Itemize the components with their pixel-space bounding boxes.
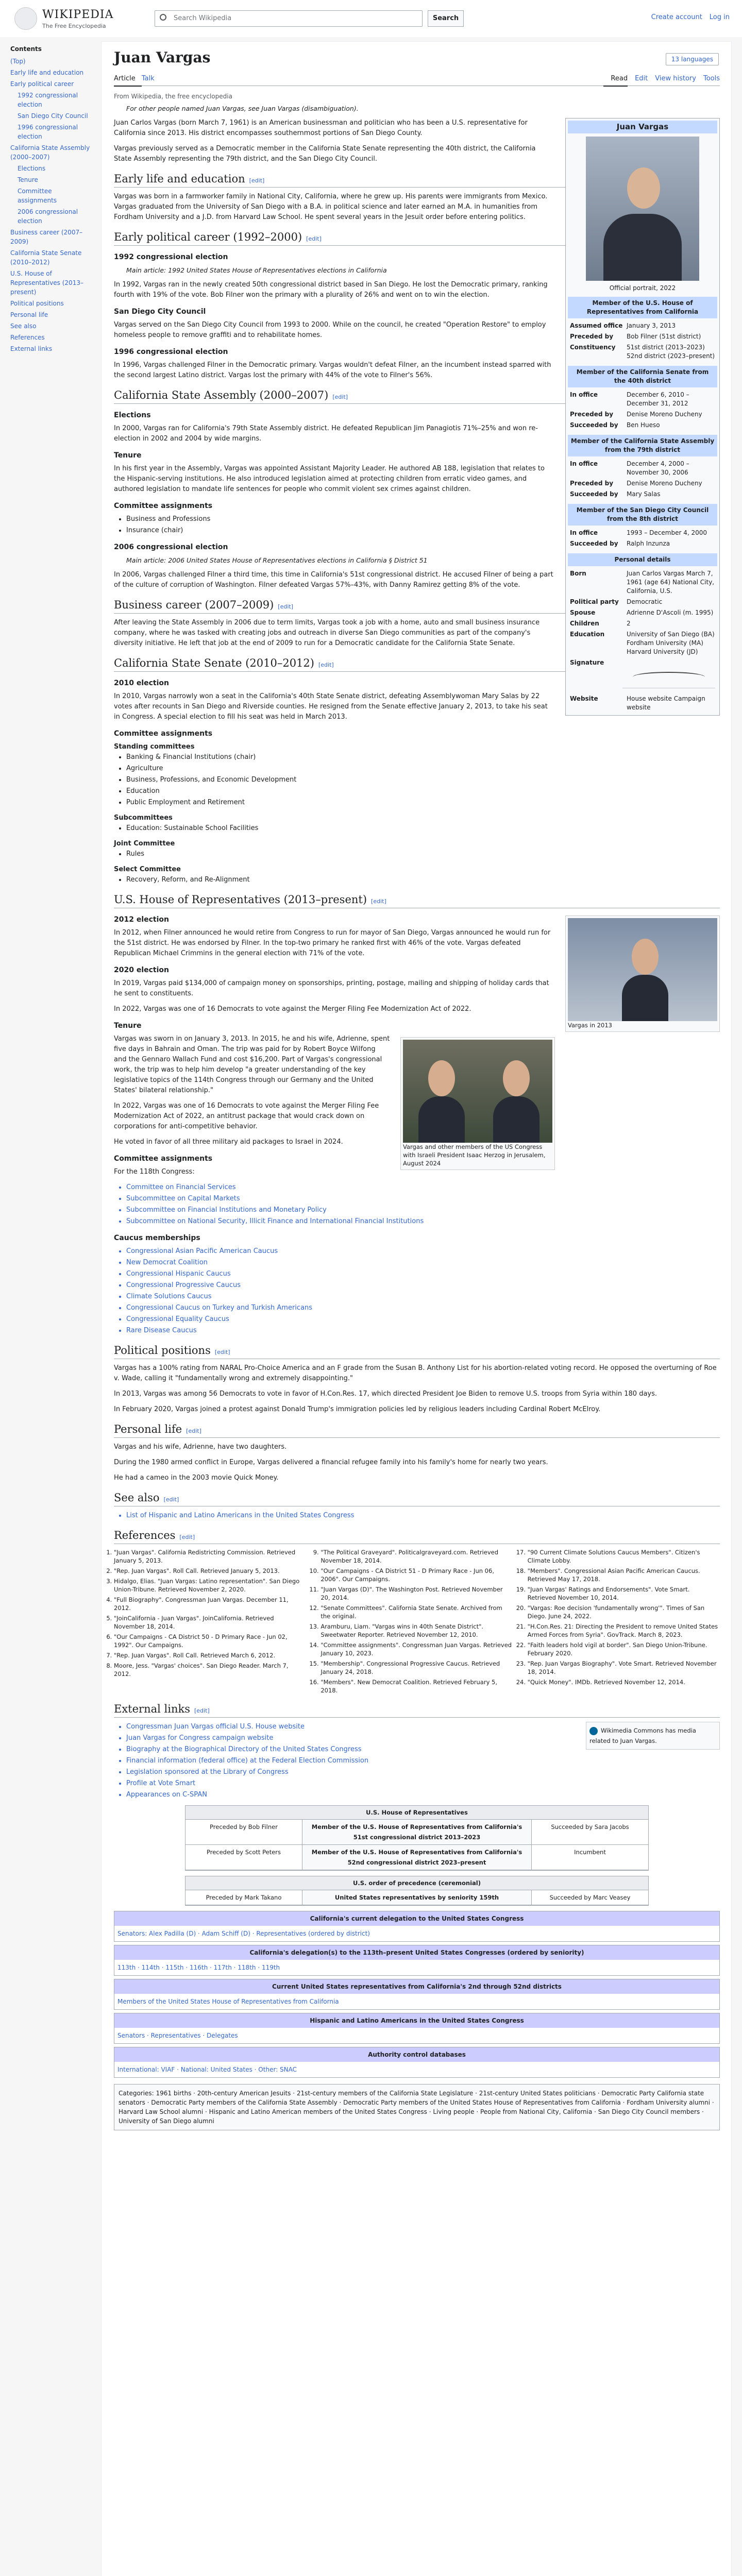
infobox-value: December 6, 2010 – December 31, 2012	[627, 391, 689, 407]
infobox-label: Succeeded by	[570, 490, 618, 498]
section-title: California State Senate (2010–2012)	[114, 657, 314, 669]
list-item: • Agriculture	[126, 764, 720, 774]
navbox	[114, 1945, 720, 1976]
paragraph: In 1992, Vargas ran in the newly created 50th congressional district based in San Diego. He lost the Democratic primary, ranking fourth with 19% of the vote. Bob Filner won the primary with a plurality of 26% and went on to win the election.	[114, 281, 548, 299]
succession-person[interactable]: Incumbent	[574, 1849, 606, 1856]
section-heading	[114, 894, 720, 908]
infobox-row	[568, 568, 717, 597]
list-item[interactable]: • Subcommittee on National Security, Illicit Finance and International Financial Institutions	[126, 1216, 720, 1227]
succession-row	[185, 1820, 648, 1845]
paragraph: In 2000, Vargas ran for California's 79th State Assembly district. He defeated Republican Jim Panagiotis 71%–25% and won re-election in 2002 and 2004 by wide margins.	[114, 425, 538, 443]
list-item[interactable]: • Congressional Progressive Caucus	[126, 1280, 720, 1291]
paragraph: Vargas has a 100% rating from NARAL Pro-Choice America and an F grade from the Susan B. Anthony List for his abortion-related voting record. He opposed the overturning of Roe v. Wade, calling it "fundamentally wrong and extremely disappointing."	[114, 1364, 717, 1382]
table-of-contents	[10, 44, 93, 355]
section-heading	[114, 1530, 720, 1544]
list-item[interactable]: 17. "90 Current Climate Solutions Caucus Members". Citizen's Climate Lobby.	[528, 1548, 720, 1565]
infobox-label: Website	[570, 695, 598, 702]
infobox-section-header: Member of the San Diego City Council from the 8th district	[568, 504, 717, 526]
list-item[interactable]: • Appearances on C-SPAN	[126, 1790, 720, 1800]
navbox	[114, 2047, 720, 2078]
infobox-label: Assumed office	[570, 322, 623, 329]
list-item[interactable]: • Climate Solutions Caucus	[126, 1292, 720, 1302]
tab-read[interactable]: Read	[603, 72, 628, 87]
committee-list	[126, 823, 720, 834]
navbox	[114, 2013, 720, 2044]
succession-person[interactable]: Succeeded by Marc Veasey	[549, 1894, 631, 1901]
navbox-title[interactable]: Authority control databases	[114, 2047, 719, 2062]
hatnote: For other people named Juan Vargas, see Juan Vargas (disambiguation).	[126, 105, 359, 112]
toc-item[interactable]: Elections	[18, 165, 46, 172]
subsection-heading: 2020 election	[114, 966, 170, 974]
site-header	[0, 0, 742, 37]
infobox-value: 2	[627, 620, 631, 627]
list-item[interactable]: 20. "Vargas: Roe decision 'fundamentally wrong'". Times of San Diego. June 24, 2022.	[528, 1604, 720, 1620]
infobox-row	[568, 389, 717, 409]
list-item[interactable]: 12. "Senate Committees". California State Senate. Archived from the original.	[321, 1604, 513, 1620]
infobox-row	[568, 342, 717, 362]
search-icon	[160, 14, 166, 21]
paragraph: He voted in favor of all three military aid packages to Israel in 2024.	[114, 1138, 343, 1146]
portrait-caption: Official portrait, 2022	[609, 284, 676, 292]
official-portrait[interactable]	[586, 137, 699, 281]
paragraph: For the 118th Congress:	[114, 1168, 195, 1176]
paragraph: During the 1980 armed conflict in Europe, Vargas delivered a financial refugee family into his family's home for nearly two years.	[114, 1459, 548, 1466]
list-item[interactable]: 19. "Juan Vargas' Ratings and Endorsements". Vote Smart. Retrieved November 10, 2014.	[528, 1585, 720, 1602]
toc-item[interactable]: (Top)	[10, 58, 26, 65]
navbox-links[interactable]: International: VIAF · National: United States · Other: SNAC	[114, 2062, 719, 2077]
infobox-row	[568, 597, 717, 607]
subsection-heading: 2006 congressional election	[114, 543, 228, 551]
infobox-label: In office	[570, 460, 598, 467]
toc-item[interactable]: Early political career	[10, 80, 74, 88]
infobox-label: Preceded by	[570, 480, 614, 487]
list-item[interactable]: 15. "Membership". Congressional Progressive Caucus. Retrieved January 24, 2018.	[321, 1659, 513, 1676]
vargas-2013-photo[interactable]	[568, 918, 717, 1021]
infobox-section-header: Personal details	[568, 553, 717, 566]
infobox	[565, 118, 720, 716]
toc-item[interactable]: Tenure	[18, 176, 38, 183]
toc-item[interactable]: 2006 congressional election	[18, 208, 78, 225]
infobox-value: Denise Moreno Ducheny	[627, 480, 702, 487]
infobox-row	[568, 618, 717, 629]
subsection-heading: 2012 election	[114, 916, 170, 924]
succession-person[interactable]: Preceded by Bob Filner	[210, 1823, 278, 1831]
succession-row	[185, 1890, 648, 1905]
infobox-row	[568, 693, 717, 713]
see-also-list	[126, 1511, 720, 1521]
infobox-value: Adrienne D'Ascoli (m. 1995)	[627, 609, 714, 616]
list-item[interactable]: 6. "Our Campaigns - CA District 50 - D Primary Race - Jun 02, 1992". Our Campaigns.	[114, 1633, 306, 1649]
list-item[interactable]: 21. "H.Con.Res. 21: Directing the President to remove United States Armed Forces from Syria". GovTrack. March 8, 2023.	[528, 1622, 720, 1639]
infobox-value: Ralph Inzunza	[627, 540, 670, 547]
section-title: See also	[114, 1492, 160, 1504]
paragraph: In 2022, Vargas was one of 16 Democrats to vote against the Merger Filing Fee Modernization Act of 2022, an antitrust package that would crack down on corporations for anti-competitive behavior.	[114, 1102, 379, 1130]
infobox-row	[568, 478, 717, 489]
toc-item[interactable]: San Diego City Council	[18, 112, 88, 120]
list-label: Subcommittees	[114, 814, 173, 822]
infobox-section-header: Member of the California State Assembly from the 79th district	[568, 435, 717, 456]
subsection-heading: Committee assignments	[114, 1155, 213, 1163]
infobox-value: Mary Salas	[627, 490, 661, 498]
list-item: • Education	[126, 786, 720, 796]
subsection-heading: 2010 election	[114, 679, 170, 687]
subsection-heading: Caucus memberships	[114, 1234, 200, 1242]
section-title: Business career (2007–2009)	[114, 599, 274, 611]
section-title: California State Assembly (2000–2007)	[114, 389, 329, 401]
edit-link[interactable]: [edit]	[179, 1534, 195, 1540]
infobox-value	[622, 658, 715, 692]
user-link[interactable]: Log in	[709, 13, 730, 21]
toc-item[interactable]: 1996 congressional election	[18, 124, 78, 140]
from-wikipedia: From Wikipedia, the free encyclopedia	[114, 93, 232, 100]
infobox-name: Juan Vargas	[568, 121, 717, 133]
list-item: • Business, Professions, and Economic Development	[126, 775, 720, 785]
list-item[interactable]: 13. Aramburu, Liam. "Vargas wins in 40th Senate District". Sweetwater Reporter. Retrieved November 12, 2010.	[321, 1622, 513, 1639]
list-item[interactable]: 8. Moore, Jess. "Vargas' choices". San Diego Reader. March 7, 2012.	[114, 1662, 306, 1678]
list-item[interactable]: 14. "Committee assignments". Congressman Juan Vargas. Retrieved January 10, 2023.	[321, 1641, 513, 1657]
user-menu	[644, 13, 730, 21]
subsection-heading: Tenure	[114, 451, 142, 460]
list-item[interactable]: • New Democrat Coalition	[126, 1258, 720, 1268]
list-item[interactable]: • Subcommittee on Capital Markets	[126, 1194, 720, 1204]
list-item[interactable]: • Congressman Juan Vargas official U.S. House website	[126, 1722, 720, 1732]
navbox-title[interactable]: Hispanic and Latino Americans in the United States Congress	[114, 2013, 719, 2028]
edit-link[interactable]: [edit]	[371, 898, 386, 905]
reference-list	[114, 1548, 720, 1694]
section-title: External links	[114, 1703, 190, 1715]
list-label: Joint Committee	[114, 840, 175, 848]
section-title: References	[114, 1529, 176, 1541]
infobox-label: Succeeded by	[570, 540, 618, 547]
caucus-list	[126, 1246, 720, 1336]
succession-office: Member of the U.S. House of Representatives from California's 52nd congressional district 2023–present	[302, 1845, 532, 1870]
commons-text: Wikimedia Commons has media related to Juan Vargas.	[589, 1727, 696, 1744]
list-item[interactable]: 22. "Faith leaders hold vigil at border". San Diego Union-Tribune. February 2020.	[528, 1641, 720, 1657]
paragraph: Vargas was sworn in on January 3, 2013. In 2015, he and his wife, Adrienne, spent five days in Bahrain and Oman. The trip was paid for by Robert Boyce Wilfong and the Gennaro Wallach Fund and cost $16,200. Part of Vargas's congressional work, the trip was to help him develop "a greater understanding of the key legislative topics of the 114th Congress through our Germany and the United States' bilateral relationship."	[114, 1035, 390, 1094]
edit-link[interactable]: [edit]	[163, 1496, 179, 1503]
list-item[interactable]: 9. "The Political Graveyard". Politicalgraveyard.com. Retrieved November 18, 2014.	[321, 1548, 513, 1565]
infobox-row	[568, 657, 717, 693]
paragraph: In February 2020, Vargas joined a protest against Donald Trump's immigration policies led by religious leaders including Cardinal Robert McElroy.	[114, 1405, 601, 1413]
committee-list	[126, 752, 720, 808]
section-heading	[114, 1493, 720, 1506]
list-item[interactable]: • Committee on Financial Services	[126, 1182, 720, 1193]
subsection-heading: 1992 congressional election	[114, 253, 228, 261]
navbox-title[interactable]: California's delegation(s) to the 113th–present United States Congresses (ordered by seniority)	[114, 1945, 719, 1960]
wikipedia-globe-logo[interactable]	[14, 7, 37, 30]
list-item: • Education: Sustainable School Facilities	[126, 823, 720, 834]
edit-link[interactable]: [edit]	[249, 177, 265, 184]
list-item[interactable]: 5. "JoinCalifornia - Juan Vargas". JoinCalifornia. Retrieved November 18, 2014.	[114, 1614, 306, 1631]
succession-row	[185, 1845, 648, 1870]
list-item[interactable]: 16. "Members". New Democrat Coalition. Retrieved February 5, 2018.	[321, 1678, 513, 1694]
infobox-label: Children	[570, 620, 599, 627]
infobox-value: 1993 – December 4, 2000	[627, 529, 707, 536]
edit-link[interactable]: [edit]	[186, 1428, 201, 1434]
subsection-heading: Committee assignments	[114, 730, 213, 738]
tab-edit[interactable]: Edit	[635, 75, 648, 82]
navbox-title[interactable]: California's current delegation to the United States Congress	[114, 1911, 719, 1926]
list-label: Select Committee	[114, 866, 181, 873]
infobox-value: House website Campaign website	[627, 695, 705, 711]
toc-item[interactable]: 1992 congressional election	[18, 92, 78, 108]
image-thumbnail[interactable]	[400, 1037, 555, 1170]
section-heading	[114, 1424, 720, 1438]
infobox-value: Democratic	[627, 598, 663, 605]
infobox-value: January 3, 2013	[627, 322, 676, 329]
navbox	[114, 1911, 720, 1942]
edit-link[interactable]: [edit]	[318, 662, 334, 668]
image-thumbnail[interactable]	[565, 916, 720, 1032]
infobox-value: Ben Hueso	[627, 421, 660, 429]
list-item[interactable]: • Congressional Asian Pacific American Caucus	[126, 1246, 720, 1257]
navbox-links[interactable]: 113th · 114th · 115th · 116th · 117th · 118th · 119th	[114, 1960, 719, 1975]
list-item[interactable]: • Congressional Caucus on Turkey and Turkish Americans	[126, 1303, 720, 1313]
edit-link[interactable]: [edit]	[194, 1707, 210, 1714]
commons-box[interactable]	[586, 1722, 720, 1750]
article-content	[101, 41, 732, 2576]
paragraph: He had a cameo in the 2003 movie Quick Money.	[114, 1474, 279, 1482]
categories-box: Categories: 1961 births · 20th-century American Jesuits · 21st-century members of the California State Legislature · 21st-century United States politicians · Democratic Party California state senators · Democratic Party members of the California State Assembly · Democratic Party members of the United States House of Representatives from California · Fordham University alumni · Harvard Law School alumni · Hispanic and Latino American members of the United States Congress · Living people · People from National City, California · San Diego City Council members · University of San Diego alumni	[114, 2084, 720, 2130]
infobox-row	[568, 629, 717, 657]
paragraph: In 2013, Vargas was among 56 Democrats to vote in favor of H.Con.Res. 17, which directed President Joe Biden to remove U.S. troops from Syria within 180 days.	[114, 1390, 657, 1398]
infobox-label: Signature	[570, 659, 604, 666]
toc-item[interactable]: Early life and education	[10, 69, 84, 76]
toc-item[interactable]: California State Senate (2010–2012)	[10, 249, 82, 266]
list-item[interactable]: • Profile at Vote Smart	[126, 1778, 720, 1789]
list-item[interactable]: • Financial information (federal office) at the Federal Election Commission	[126, 1756, 720, 1766]
list-item: • Recovery, Reform, and Re-Alignment	[126, 875, 720, 885]
subsection-heading: San Diego City Council	[114, 308, 206, 316]
list-item: • Rules	[126, 849, 720, 859]
list-item[interactable]: 18. "Members". Congressional Asian Pacific American Caucus. Retrieved May 17, 2018.	[528, 1567, 720, 1583]
paragraph: Vargas was born in a farmworker family in National City, California, where he grew up. His parents were immigrants from Mexico. Vargas graduated from the University of San Diego with a B.A. in political science and later earned an M.A. in humanities from Fordham University and a J.D. from Harvard Law School. He spent several years in the Jesuit order before entering politics.	[114, 193, 548, 221]
edit-link[interactable]: [edit]	[278, 603, 293, 610]
committee-list	[126, 875, 720, 885]
list-item[interactable]: 4. "Full Biography". Congressman Juan Vargas. December 11, 2012.	[114, 1596, 306, 1612]
list-item[interactable]: • Juan Vargas for Congress campaign website	[126, 1733, 720, 1743]
toc-item[interactable]: Personal life	[10, 311, 48, 318]
list-item: • Business and Professions	[126, 514, 720, 524]
list-label: Standing committees	[114, 743, 195, 751]
succession-person[interactable]: Succeeded by Sara Jacobs	[551, 1823, 629, 1831]
edit-link[interactable]: [edit]	[332, 394, 348, 400]
section-title: U.S. House of Representatives (2013–present)	[114, 893, 367, 906]
infobox-row	[568, 489, 717, 500]
paragraph: In 2010, Vargas narrowly won a seat in the California's 40th State Senate district, defeating Assemblywoman Mary Salas by 22 votes after recounts in San Diego and Riverside counties. He resigned from the Senate effective January 2, 2013, to take his seat in Congress. A special election to fill his seat was held in March 2013.	[114, 692, 548, 721]
infobox-row	[568, 409, 717, 420]
infobox-value: University of San Diego (BA) Fordham University (MA) Harvard University (JD)	[627, 631, 715, 655]
infobox-label: In office	[570, 529, 598, 536]
list-item[interactable]: 11. "Juan Vargas (D)". The Washington Post. Retrieved November 20, 2014.	[321, 1585, 513, 1602]
infobox-row	[568, 320, 717, 331]
wordmark[interactable]: WIKIPEDIA	[42, 8, 114, 21]
section-title: Political positions	[114, 1344, 211, 1357]
infobox-row	[568, 331, 717, 342]
main-article-link[interactable]: Main article: 2006 United States House of Representatives elections in California § District 51	[126, 556, 428, 564]
succession-person[interactable]: Preceded by Mark Takano	[206, 1894, 282, 1901]
list-item[interactable]: 3. Hidalgo, Elias. "Juan Vargas: Latino representation". San Diego Union-Tribune. Retrieved November 2, 2020.	[114, 1577, 306, 1594]
list-item[interactable]: • Rare Disease Caucus	[126, 1326, 720, 1336]
list-item[interactable]: • Legislation sponsored at the Library of Congress	[126, 1767, 720, 1777]
succession-office: United States representatives by seniority 159th	[302, 1890, 532, 1905]
paragraph: In 2022, Vargas was one of 16 Democrats to vote against the Merger Filing Fee Modernization Act of 2022.	[114, 1005, 471, 1013]
navbox-links[interactable]: Senators: Alex Padilla (D) · Adam Schiff (D) · Representatives (ordered by district)	[114, 1926, 719, 1941]
edit-link[interactable]: [edit]	[214, 1349, 230, 1355]
subsection-heading: Committee assignments	[114, 502, 213, 510]
paragraph: Vargas served on the San Diego City Council from 1993 to 2000. While on the council, he created "Operation Restore" to employ homeless people to remove graffiti and to rehabilitate homes.	[114, 321, 546, 339]
paragraph: In 1996, Vargas challenged Filner in the Democratic primary. Vargas wouldn't defeat Filner, an the incumbent instead sparred with the second largest Latino district. Vargas lost the primary with 44% of the vote to Filner's 56%.	[114, 361, 551, 379]
infobox-label: In office	[570, 391, 598, 398]
infobox-label: Spouse	[570, 609, 596, 616]
list-item[interactable]: • Congressional Hispanic Caucus	[126, 1269, 720, 1279]
section-title: Personal life	[114, 1423, 182, 1435]
committee-list	[126, 1182, 720, 1227]
navbox-title[interactable]: Current United States representatives from California's 2nd through 52nd districts	[114, 1979, 719, 1994]
subsection-heading: Tenure	[114, 1022, 142, 1030]
search-input[interactable]: Search Wikipedia	[155, 10, 423, 27]
image-caption: Vargas and other members of the US Congress with Israeli President Isaac Herzog in Jerusalem, August 2024	[403, 1143, 546, 1167]
infobox-row	[568, 420, 717, 431]
paragraph: Vargas and his wife, Adrienne, have two daughters.	[114, 1443, 287, 1451]
infobox-label: Education	[570, 631, 605, 638]
commons-icon	[589, 1727, 598, 1735]
page-tabs	[114, 72, 720, 86]
languages-button[interactable]: 13 languages	[666, 53, 719, 65]
toc-item[interactable]: References	[10, 334, 45, 341]
succession-header: U.S. order of precedence (ceremonial)	[185, 1876, 648, 1890]
succession-person[interactable]: Preceded by Scott Peters	[206, 1849, 281, 1856]
section-title: Early political career (1992–2000)	[114, 231, 302, 243]
section-title: Early life and education	[114, 173, 245, 185]
infobox-label: Born	[570, 570, 586, 577]
infobox-label: Constituency	[570, 344, 616, 351]
main-article-link[interactable]: Main article: 1992 United States House of Representatives elections in California	[126, 266, 387, 274]
list-item: • Banking & Financial Institutions (chair)	[126, 752, 720, 762]
committee-list	[126, 849, 720, 859]
navbox	[114, 1979, 720, 2010]
toc-heading: Contents	[10, 45, 42, 53]
list-item: • Public Employment and Retirement	[126, 798, 720, 808]
navbox-links[interactable]: Senators · Representatives · Delegates	[114, 2028, 719, 2043]
list-item[interactable]: 7. "Rep. Juan Vargas". Roll Call. Retrieved March 6, 2012.	[114, 1651, 306, 1659]
infobox-value: Denise Moreno Ducheny	[627, 411, 702, 418]
paragraph: In 2006, Vargas challenged Filner a third time, this time in California's 51st congressional district. He accused Filner of being a part of the culture of corruption of Washington. Filner defeated Vargas 57%–43%, with Danny Ramirez getting 8% of the vote.	[114, 571, 553, 589]
toc-item[interactable]: Committee assignments	[18, 188, 57, 204]
list-item[interactable]: 2. "Rep. Juan Vargas". Roll Call. Retrieved January 5, 2013.	[114, 1567, 306, 1575]
edit-link[interactable]: [edit]	[306, 235, 322, 242]
paragraph: In his first year in the Assembly, Vargas was appointed Assistant Majority Leader. He authored AB 188, legislation that relates to the Hispanic-serving institutions. He also introduced legislation aimed at protecting children from erratic video games, and authored legislation to mandate life sentences for people who commit violent sex crimes against children.	[114, 465, 545, 493]
infobox-label: Preceded by	[570, 333, 614, 340]
toc-item[interactable]: Business career (2007–2009)	[10, 229, 83, 245]
paragraph: In 2012, when Filner announced he would retire from Congress to run for mayor of San Diego, Vargas announced he would run for the 51st district. He was endorsed by Filner. In the top-two primary he ranked first with 46% of the vote. Vargas defeated Republican Michael Crimmins in the general election with 71% of the vote.	[114, 929, 551, 957]
herzog-meeting-photo[interactable]	[403, 1040, 552, 1143]
list-item[interactable]: • Biography at the Biographical Directory of the United States Congress	[126, 1744, 720, 1755]
infobox-label: Succeeded by	[570, 421, 618, 429]
list-item[interactable]: 10. "Our Campaigns - CA District 51 - D Primary Race - Jun 06, 2006". Our Campaigns.	[321, 1567, 513, 1583]
infobox-row	[568, 459, 717, 478]
list-item[interactable]: 23. "Rep. Juan Vargas Biography". Vote Smart. Retrieved November 18, 2014.	[528, 1659, 720, 1676]
list-item[interactable]: 1. "Juan Vargas". California Redistricting Commission. Retrieved January 5, 2013.	[114, 1548, 306, 1565]
page-title: Juan Vargas	[114, 49, 211, 66]
infobox-label: Political party	[570, 598, 619, 605]
toc-item[interactable]: California State Assembly (2000–2007)	[10, 144, 90, 161]
tab-article[interactable]: Article	[114, 72, 142, 87]
list-item[interactable]: 24. "Quick Money". IMDb. Retrieved November 12, 2014.	[528, 1678, 720, 1686]
paragraph: After leaving the State Assembly in 2006 due to term limits, Vargas took a job with a home, auto and small business insurance company, where he was tasked with creating jobs and outreach in diverse San Diego communities as part of the company's diversity initiative. He left that job at the end of 2009 to run for a Democratic candidate for the California State Senate.	[114, 619, 540, 647]
section-heading	[114, 1345, 720, 1359]
toc-item[interactable]: U.S. House of Representatives (2013–present)	[10, 270, 83, 296]
infobox-row	[568, 538, 717, 549]
tab-view-history[interactable]: View history	[655, 75, 696, 82]
tab-tools[interactable]: Tools	[703, 75, 720, 82]
infobox-label: Preceded by	[570, 411, 614, 418]
subsection-heading: Elections	[114, 411, 151, 419]
infobox-row	[568, 607, 717, 618]
infobox-value: Juan Carlos Vargas March 7, 1961 (age 64) National City, California, U.S.	[627, 570, 715, 595]
list-item[interactable]: • Congressional Equality Caucus	[126, 1314, 720, 1325]
signature-image[interactable]	[622, 663, 715, 688]
infobox-value: December 4, 2000 – November 30, 2006	[627, 460, 689, 476]
lead-paragraph: Vargas previously served as a Democratic member in the California State Senate representing the 40th district, the California State Assembly representing the 79th district, and the San Diego City Council.	[114, 145, 536, 163]
infobox-value: 51st district (2013–2023) 52nd district (2023–present)	[627, 344, 715, 360]
succession-box	[185, 1805, 649, 1871]
tab-talk[interactable]: Talk	[141, 75, 155, 82]
paragraph: In 2019, Vargas paid $134,000 of campaign money on sponsorships, printing, postage, mailing and shipping of holiday cards that he sent to constituents.	[114, 979, 549, 997]
infobox-value: Bob Filner (51st district)	[627, 333, 701, 340]
succession-office: Member of the U.S. House of Representatives from California's 51st congressional district 2013–2023	[302, 1820, 532, 1844]
infobox-section-header: Member of the U.S. House of Representatives from California	[568, 297, 717, 318]
succession-header: U.S. House of Representatives	[185, 1806, 648, 1820]
list-item[interactable]: • List of Hispanic and Latino Americans in the United States Congress	[126, 1511, 720, 1521]
navbox-links[interactable]: Members of the United States House of Representatives from California	[114, 1994, 719, 2009]
succession-box	[185, 1876, 649, 1906]
list-item[interactable]: • Subcommittee on Financial Institutions and Monetary Policy	[126, 1205, 720, 1215]
subsection-heading: 1996 congressional election	[114, 348, 228, 356]
lead-paragraph: Juan Carlos Vargas (born March 7, 1961) is an American businessman and politician who has been a U.S. representative for California since 2013. His district encompasses southernmost portions of San Diego County.	[114, 119, 528, 137]
user-link[interactable]: Create account	[651, 13, 702, 21]
infobox-section-header: Member of the California Senate from the 40th district	[568, 366, 717, 387]
section-heading	[114, 1704, 720, 1718]
image-caption: Vargas in 2013	[568, 1022, 612, 1029]
list-item: • Insurance (chair)	[126, 526, 720, 536]
toc-item[interactable]: Political positions	[10, 300, 64, 307]
toc-item[interactable]: External links	[10, 345, 53, 352]
search-button[interactable]: Search	[428, 10, 464, 27]
tagline: The Free Encyclopedia	[42, 23, 106, 29]
infobox-row	[568, 528, 717, 538]
toc-item[interactable]: See also	[10, 323, 37, 330]
